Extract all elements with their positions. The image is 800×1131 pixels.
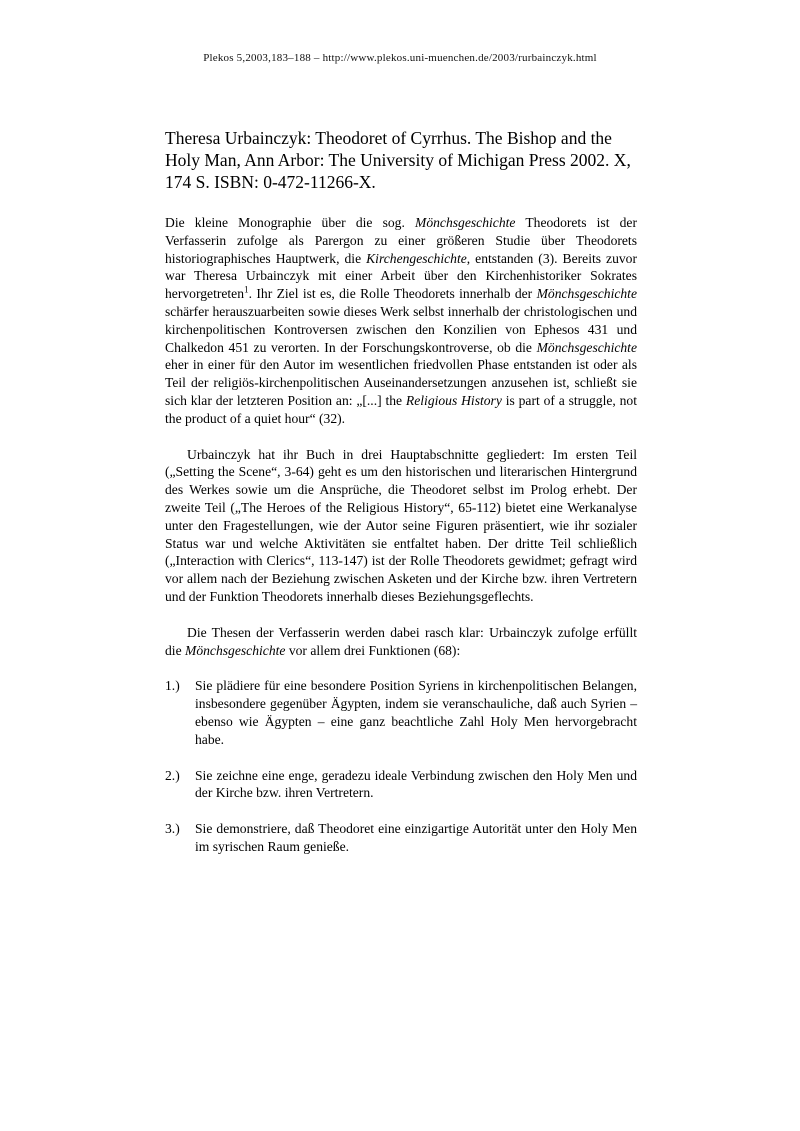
numbered-list: [165, 677, 637, 855]
citation-line: Plekos 5,2003,183–188 – http://www.plekos.uni-muenchen.de/2003/rurbainczyk.html: [203, 52, 597, 64]
list-item-text: Sie demonstriere, daß Theodoret eine einzigartige Autorität unter den Holy Men im syrischen Raum genieße.: [195, 821, 637, 854]
list-marker: 1.): [165, 678, 180, 694]
list-item: [165, 820, 637, 856]
paragraph-1: Die kleine Monographie über die sog. Mönchsgeschichte Theodorets ist der Verfasserin zufolge als Parergon zu einer größeren Studie über Theodorets historiographisches Hauptwerk, die Kirchengeschichte, entstanden (3). Bereits zuvor war Theresa Urbainczyk mit einer Arbeit über den Kirchenhistoriker Sokrates hervorgetreten$^1$. Ihr Ziel ist es, die Rolle Theodorets innerhalb der Mönchsgeschichte schärfer herauszuarbeiten sowie dieses Werk selbst innerhalb der christologischen und kirchenpolitischen Kontroversen zwischen den Konzilien von Ephesos 431 und Chalkedon 451 zu verorten. In der Forschungskontroverse, ob die Mönchsgeschichte eher in einer für den Autor im wesentlichen friedvollen Phase entstanden ist oder als Teil der religiös-kirchenpolitischen Auseinandersetzungen anzusehen ist, schließt sie sich klar der letzteren Position an: „[...] the Religious History is part of a struggle, not the product of a quiet hour“ (32).: [165, 215, 638, 426]
document-body: [165, 127, 637, 856]
list-marker: 3.): [165, 821, 180, 837]
paragraph-3: Die Thesen der Verfasserin werden dabei rasch klar: Urbainczyk zufolge erfüllt die Mönchsgeschichte vor allem drei Funktionen (68):: [165, 624, 637, 658]
list-item: [165, 677, 637, 748]
paragraph-2: Urbainczyk hat ihr Buch in drei Hauptabschnitte gegliedert: Im ersten Teil („Setting the Scene“, 3-64) geht es um den historischen und literarischen Hintergrund des Werkes sowie um die Ansprüche, die Theodoret selbst im Prolog erhebt. Der zweite Teil („The Heroes of the Religious History“, 65-112) bietet eine Werkanalyse unter den Fragestellungen, wie der Autor seine Figuren präsentiert, wie ihr sozialer Status war und welche Aktivitäten sie entfaltet haben. Der dritte Teil schließlich („Interaction with Clerics“, 113-147) ist der Rolle Theodorets gewidmet; gefragt wird vor allem nach der Beziehung zwischen Asketen und der Kirche bzw. ihren Vertretern und der Funktion Theodorets innerhalb dieses Beziehungsgeflechts.: [165, 446, 637, 604]
list-item-text: Sie plädiere für eine besondere Position Syriens in kirchenpolitischen Belangen, insbesondere gegenüber Ägypten, indem sie veranschauliche, daß auch Syrien – ebenso wie Ägypten – eine ganz beachtliche Zahl Holy Men hervorgebracht habe.: [195, 678, 637, 747]
list-item: [165, 767, 637, 803]
running-header: [0, 52, 800, 64]
review-title: Theresa Urbainczyk: Theodoret of Cyrrhus. The Bishop and the Holy Man, Ann Arbor: The University of Michigan Press 2002. X, 174 S. ISBN: 0-472-11266-X.: [165, 128, 631, 192]
list-marker: 2.): [165, 767, 180, 783]
list-item-text: Sie zeichne eine enge, geradezu ideale Verbindung zwischen den Holy Men und der Kirche bzw. ihren Vertretern.: [195, 767, 637, 801]
